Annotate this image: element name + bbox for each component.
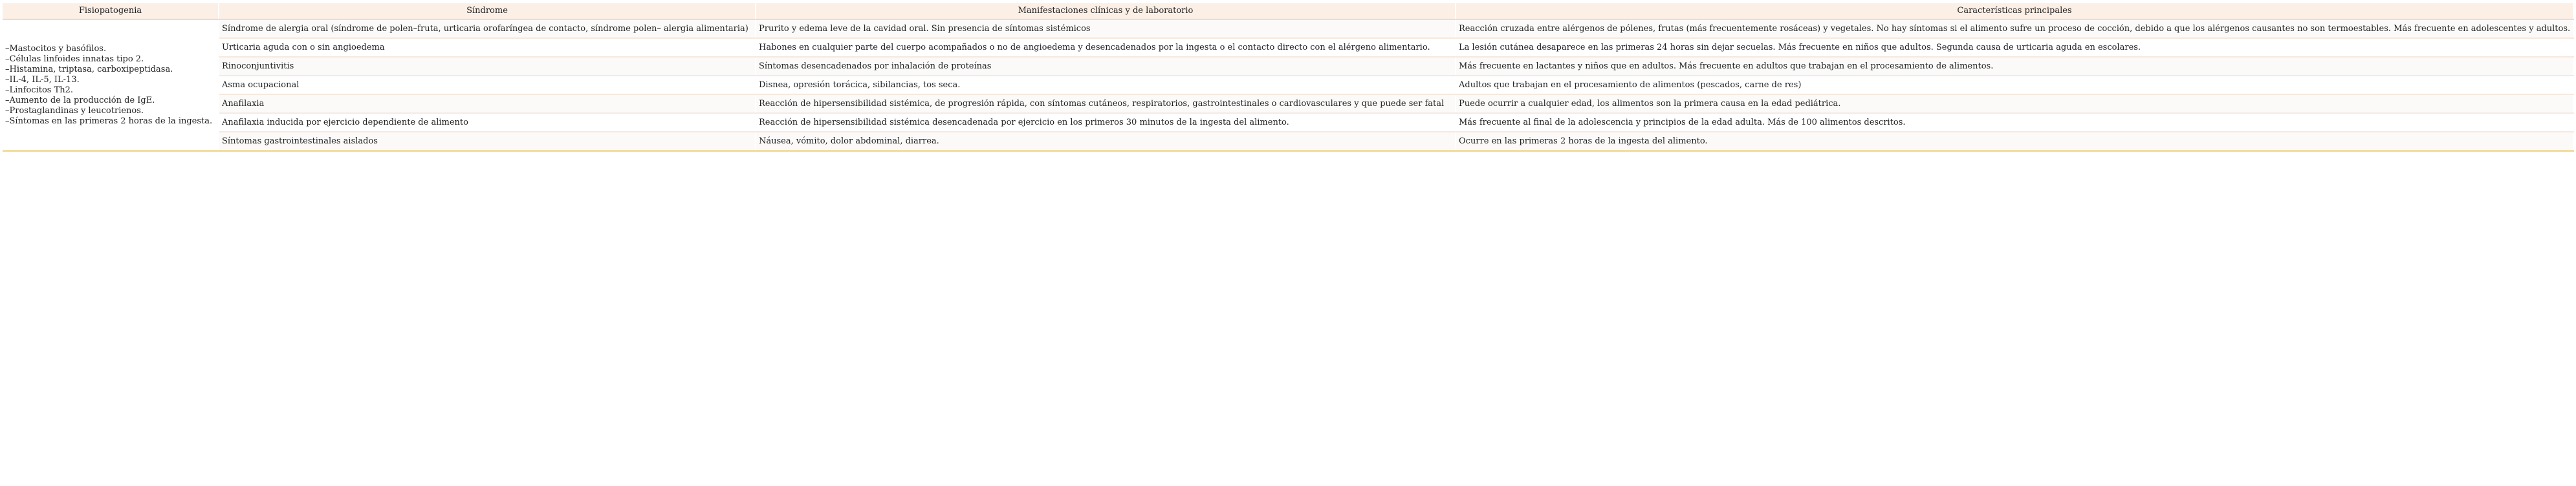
pathogenesis-cell [3,19,219,151]
manifestations-cell: Disnea, opresión torácica, sibilancias, tos seca. [756,76,1456,94]
manifestations-cell: Habones en cualquier parte del cuerpo acompañados o no de angioedema y desencadenados por la ingesta o el contacto directo con el alérgeno alimentario. [756,38,1456,57]
characteristics-cell: Puede ocurrir a cualquier edad, los alimentos son la primera causa en la edad pediátrica. [1456,94,2573,113]
table-row [3,94,2573,113]
pathogenesis-line: –Aumento de la producción de IgE. [5,95,155,105]
pathogenesis-line: –IL-4, IL-5, IL-13. [5,74,80,85]
table-row [3,113,2573,132]
header-row [3,3,2573,19]
header-pathogenesis: Fisiopatogenia [3,3,219,19]
header-manifestations: Manifestaciones clínicas y de laboratorio [756,3,1456,19]
allergy-table-container [3,3,2573,152]
pathogenesis-line: –Prostaglandinas y leucotrienos. [5,105,144,116]
table-row [3,132,2573,151]
syndrome-cell: Rinoconjuntivitis [219,57,756,76]
table-row [3,57,2573,76]
characteristics-cell: Más frecuente al final de la adolescencia y principios de la edad adulta. Más de 100 alimentos descritos. [1456,113,2573,132]
pathogenesis-line: –Histamina, triptasa, carboxipeptidasa. [5,64,173,74]
manifestations-cell: Reacción de hipersensibilidad sistémica desencadenada por ejercicio en los primeros 30 minutos de la ingesta del alimento. [756,113,1456,132]
syndrome-cell: Urticaria aguda con o sin angioedema [219,38,756,57]
manifestations-cell: Síntomas desencadenados por inhalación de proteínas [756,57,1456,76]
header-syndrome: Síndrome [219,3,756,19]
manifestations-cell: Náusea, vómito, dolor abdominal, diarrea. [756,132,1456,151]
characteristics-cell: Más frecuente en lactantes y niños que en adultos. Más frecuente en adultos que trabajan en el procesamiento de alimentos. [1456,57,2573,76]
pathogenesis-line: –Células linfoides innatas tipo 2. [5,54,144,64]
table-row [3,76,2573,94]
manifestations-cell: Prurito y edema leve de la cavidad oral. Sin presencia de síntomas sistémicos [756,19,1456,38]
characteristics-cell: Adultos que trabajan en el procesamiento de alimentos (pescados, carne de res) [1456,76,2573,94]
table-row [3,38,2573,57]
food-allergy-table [3,3,2574,152]
table-header [3,3,2573,19]
syndrome-cell: Asma ocupacional [219,76,756,94]
pathogenesis-line: –Síntomas en las primeras 2 horas de la ingesta. [5,116,213,126]
syndrome-cell: Anafilaxia [219,94,756,113]
header-characteristics: Características principales [1456,3,2573,19]
pathogenesis-line: –Mastocitos y basófilos. [5,43,107,54]
syndrome-cell: Síntomas gastrointestinales aislados [219,132,756,151]
manifestations-cell: Reacción de hipersensibilidad sistémica, de progresión rápida, con síntomas cutáneos, respiratorios, gastrointestinales o cardiovasculares y que puede ser fatal [756,94,1456,113]
pathogenesis-line: –Linfocitos Th2. [5,85,74,95]
syndrome-cell: Síndrome de alergia oral (síndrome de polen–fruta, urticaria orofaríngea de contacto, síndrome polen– alergia alimentaria) [219,19,756,38]
characteristics-cell: La lesión cutánea desaparece en las primeras 24 horas sin dejar secuelas. Más frecuente en niños que adultos. Segunda causa de urticaria aguda en escolares. [1456,38,2573,57]
syndrome-cell: Anafilaxia inducida por ejercicio dependiente de alimento [219,113,756,132]
characteristics-cell: Reacción cruzada entre alérgenos de pólenes, frutas (más frecuentemente rosáceas) y vegetales. No hay síntomas si el alimento sufre un proceso de cocción, debido a que los alérgenos causantes no son termoestables. Más frecuente en adolescentes y adultos. [1456,19,2573,38]
table-body [3,19,2573,151]
table-row [3,19,2573,38]
characteristics-cell: Ocurre en las primeras 2 horas de la ingesta del alimento. [1456,132,2573,151]
